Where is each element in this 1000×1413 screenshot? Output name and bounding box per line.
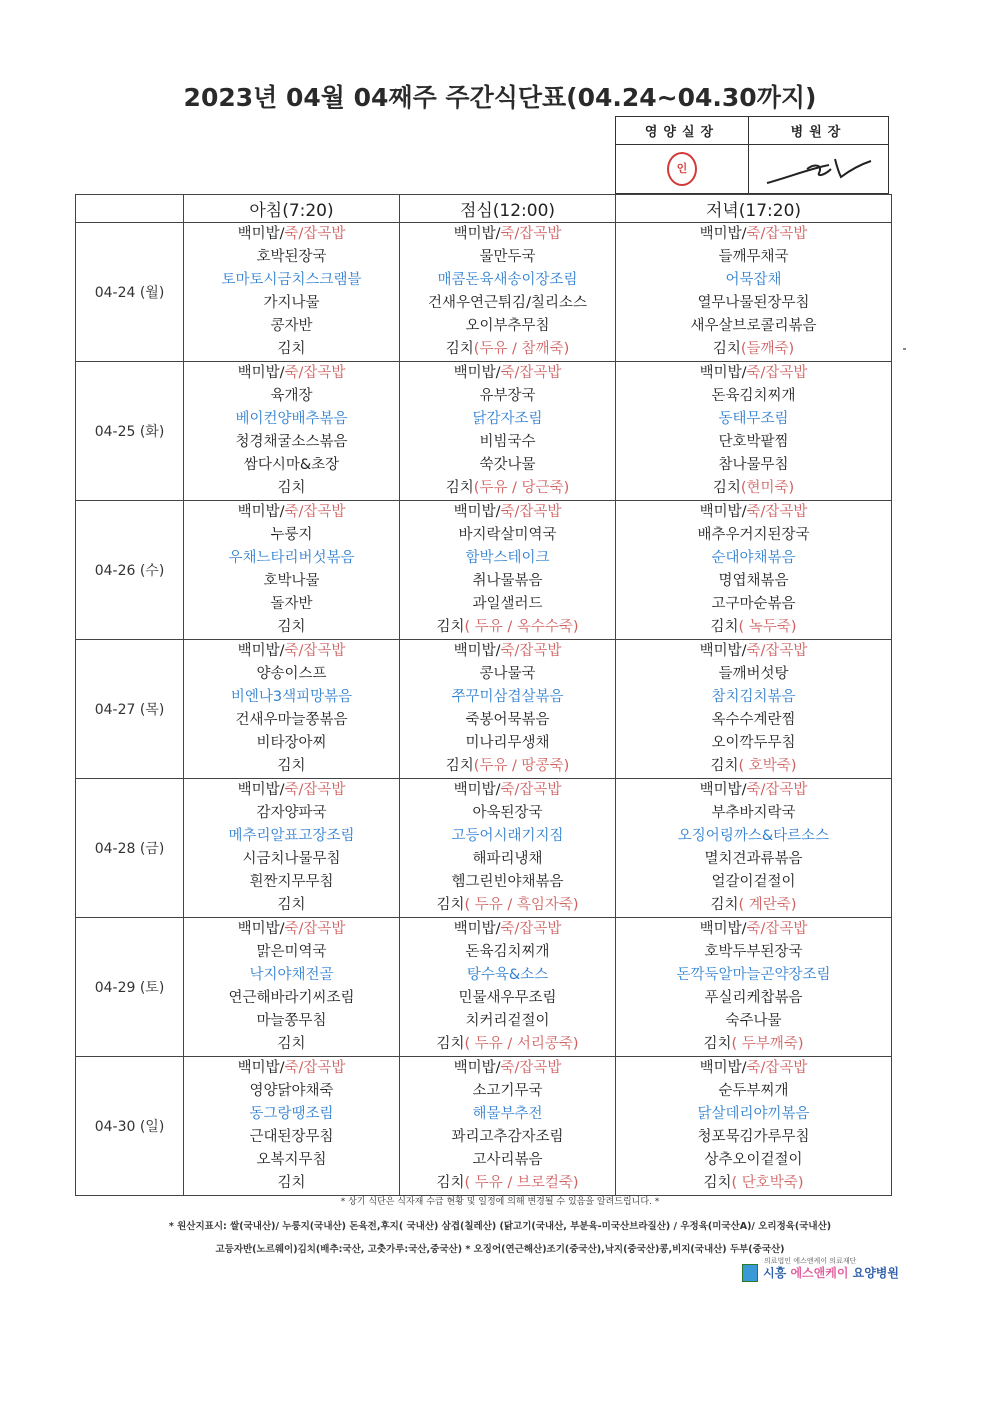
kimchi: 김치 [703,1036,732,1052]
rice-alt: 죽/잡곡밥 [500,782,562,798]
main-dish: 닭살데리야끼볶음 [697,1106,810,1122]
kimchi-line [616,755,891,778]
soup-item: 맑은미역국 [256,944,327,960]
day-row [76,223,892,362]
kimchi: 김치 [436,619,465,635]
nutrition-chief-stamp [616,145,749,194]
dinner-cell [616,779,892,918]
kimchi-line [400,338,615,361]
kimchi-line [616,1172,891,1195]
rice-base: 백미밥/ [237,921,285,937]
rice-alt: 죽/잡곡밥 [284,365,346,381]
side-dish: 고사리볶음 [472,1152,543,1168]
rice-alt: 죽/잡곡밥 [500,504,562,520]
side-dish: 죽봉어묵볶음 [465,712,550,728]
rice-base: 백미밥/ [699,1060,747,1076]
day-date: 04-24 (월) [76,223,184,362]
soup-item: 순두부찌개 [718,1083,789,1099]
day-row [76,779,892,918]
side-dish: 청포묵김가루무침 [697,1129,810,1145]
side-dish: 건새우연근튀김/칠리소스 [428,295,587,311]
main-dish: 어묵잡채 [725,272,782,288]
dinner-cell [616,1057,892,1196]
side-dish: 새우살브로콜리볶음 [690,318,817,334]
main-dish: 닭감자조림 [472,411,543,427]
dinner-cell [616,223,892,362]
kimchi-line [400,1033,615,1056]
rice-alt: 죽/잡곡밥 [284,504,346,520]
kimchi: 김치 [277,897,306,913]
rice-line [184,362,399,385]
rice-alt: 죽/잡곡밥 [284,643,346,659]
porridge-extra: ( 두부깨죽) [731,1036,804,1052]
soup-item: 돈육김치찌개 [465,944,550,960]
kimchi-line [184,616,399,639]
kimchi-line [184,755,399,778]
dinner-cell [616,501,892,640]
side-dish: 콩자반 [270,318,313,334]
side-dish: 꽈리고추감자조림 [451,1129,564,1145]
kimchi: 김치 [277,480,306,496]
kimchi: 김치 [277,1036,306,1052]
breakfast-cell [184,1057,400,1196]
day-date: 04-28 (금) [76,779,184,918]
kimchi-line [184,894,399,917]
dinner-cell [616,918,892,1057]
rice-line [400,223,615,246]
side-dish: 오복지무침 [256,1152,327,1168]
lunch-cell [400,501,616,640]
side-dish: 건새우마늘쫑볶음 [235,712,348,728]
main-dish: 순대야채볶음 [711,550,796,566]
kimchi-line [616,477,891,500]
kimchi: 김치 [703,1175,732,1191]
day-date: 04-29 (토) [76,918,184,1057]
day-row [76,501,892,640]
side-dish: 돌자반 [270,596,313,612]
hospital-logo [742,1257,899,1282]
rice-line [400,779,615,802]
rice-alt: 죽/잡곡밥 [746,782,808,798]
porridge-extra: ( 단호박죽) [731,1175,804,1191]
kimchi-line [184,477,399,500]
breakfast-cell [184,918,400,1057]
main-dish: 메추리알표고장조림 [228,828,355,844]
rice-alt: 죽/잡곡밥 [746,226,808,242]
rice-base: 백미밥/ [699,365,747,381]
side-dish: 명엽채볶음 [718,573,789,589]
soup-item: 감자양파국 [256,805,327,821]
rice-line [400,640,615,663]
side-dish: 취나물볶음 [472,573,543,589]
porridge-extra: ( 두유 / 흑임자죽) [464,897,579,913]
side-dish: 푸실리케찹볶음 [704,990,803,1006]
side-dish: 과일샐러드 [472,596,543,612]
rice-line [616,640,891,663]
rice-line [400,362,615,385]
soup-item: 배추우거지된장국 [697,527,810,543]
day-row [76,918,892,1057]
kimchi: 김치 [445,341,474,357]
main-dish: 토마토시금치스크램블 [221,272,362,288]
rice-base: 백미밥/ [699,504,747,520]
rice-alt: 죽/잡곡밥 [500,1060,562,1076]
porridge-extra: ( 두유 / 옥수수죽) [464,619,579,635]
day-date: 04-26 (수) [76,501,184,640]
soup-item: 양송이스프 [256,666,327,682]
main-dish: 비엔나3색피망볶음 [230,689,353,705]
side-dish: 오이깍두무침 [711,735,796,751]
main-dish: 함박스테이크 [465,550,550,566]
rice-alt: 죽/잡곡밥 [284,226,346,242]
rice-alt: 죽/잡곡밥 [284,782,346,798]
rice-line [616,223,891,246]
rice-alt: 죽/잡곡밥 [746,643,808,659]
side-dish: 참나물무침 [718,457,789,473]
rice-base: 백미밥/ [699,782,747,798]
logo-mark-icon [742,1264,758,1282]
side-dish: 얼갈이겉절이 [711,874,796,890]
side-dish: 상추오이겉절이 [704,1152,803,1168]
rice-alt: 죽/잡곡밥 [500,921,562,937]
kimchi-line [400,755,615,778]
rice-alt: 죽/잡곡밥 [284,921,346,937]
kimchi-line [616,616,891,639]
kimchi-line [400,1172,615,1195]
rice-line [616,501,891,524]
soup-item: 돈육김치찌개 [711,388,796,404]
main-dish: 참치김치볶음 [711,689,796,705]
side-dish: 민물새우무조림 [458,990,557,1006]
porridge-extra: (들깨죽) [740,341,795,357]
side-dish: 가지나물 [263,295,320,311]
kimchi: 김치 [277,758,306,774]
main-dish: 탕수육&소스 [466,967,549,983]
rice-base: 백미밥/ [237,643,285,659]
origin-notice-1: * 원산지표시: 쌀(국내산)/ 누룽지(국내산) 돈육전,후지( 국내산) 삼겹(칠레산) (닭고기(국내산, 부분육-미국산브라질산) / 우정육(미국산A)/ 오리정육(국내산) [168,1221,832,1232]
rice-base: 백미밥/ [453,365,501,381]
rice-base: 백미밥/ [453,226,501,242]
kimchi-line [616,338,891,361]
kimchi: 김치 [445,480,474,496]
dinner-cell [616,640,892,779]
weekly-menu-table [75,194,892,1196]
rice-line [616,362,891,385]
rice-base: 백미밥/ [453,643,501,659]
kimchi-line [400,616,615,639]
rice-alt: 죽/잡곡밥 [746,504,808,520]
logo-name-prefix: 시흥 [763,1266,791,1280]
dinner-cell [616,362,892,501]
rice-line [400,1057,615,1080]
side-dish: 마늘쫑무침 [256,1013,327,1029]
main-dish: 매콤돈육새송이장조림 [437,272,578,288]
kimchi: 김치 [436,1036,465,1052]
soup-item: 육개장 [270,388,313,404]
breakfast-cell [184,779,400,918]
breakfast-cell [184,501,400,640]
rice-line [616,779,891,802]
main-dish: 베이컨양배추볶음 [235,411,348,427]
kimchi-line [616,894,891,917]
side-dish: 헴그린빈야채볶음 [451,874,564,890]
porridge-extra: (현미죽) [740,480,795,496]
side-dish: 호박나물 [263,573,320,589]
main-dish: 돈깍둑알마늘곤약장조림 [676,967,831,983]
side-dish: 미나리무생채 [465,735,550,751]
main-dish: 해물부추전 [472,1106,543,1122]
hospital-director-signature [749,145,889,194]
side-dish: 연근해바라기씨조림 [228,990,355,1006]
logo-name-suffix: 요양병원 [848,1266,899,1280]
scan-mark [903,348,906,350]
breakfast-cell [184,640,400,779]
hospital-director-label: 병원장 [749,117,889,145]
soup-item: 호박된장국 [256,249,327,265]
lunch-cell [400,1057,616,1196]
rice-base: 백미밥/ [453,504,501,520]
rice-line [184,223,399,246]
main-dish: 고등어시래기지짐 [451,828,564,844]
soup-item: 들깨버섯탕 [718,666,789,682]
day-row [76,640,892,779]
soup-item: 유부장국 [479,388,536,404]
kimchi-line [184,1033,399,1056]
rice-base: 백미밥/ [453,1060,501,1076]
day-date: 04-30 (일) [76,1057,184,1196]
soup-item: 바지락살미역국 [458,527,557,543]
rice-base: 백미밥/ [453,782,501,798]
kimchi: 김치 [277,619,306,635]
rice-line [616,1057,891,1080]
lunch-cell [400,779,616,918]
nutrition-chief-label: 영양실장 [616,117,749,145]
side-dish: 흰짠지무무침 [249,874,334,890]
rice-base: 백미밥/ [699,643,747,659]
main-dish: 오징어링까스&타르소스 [677,828,830,844]
rice-alt: 죽/잡곡밥 [284,1060,346,1076]
seal-icon: 인 [667,152,697,186]
rice-alt: 죽/잡곡밥 [746,365,808,381]
header-dinner: 저녁(17:20) [616,195,892,223]
soup-item: 소고기무국 [472,1083,543,1099]
lunch-cell [400,640,616,779]
main-dish: 쭈꾸미삼겹살볶음 [451,689,564,705]
kimchi-line [400,894,615,917]
rice-base: 백미밥/ [699,921,747,937]
kimchi-line [616,1033,891,1056]
rice-line [184,501,399,524]
kimchi: 김치 [710,897,739,913]
logo-name-accent: 에스앤케이 [790,1266,849,1280]
rice-line [400,501,615,524]
breakfast-cell [184,223,400,362]
rice-alt: 죽/잡곡밥 [500,226,562,242]
porridge-extra: ( 계란죽) [738,897,797,913]
kimchi: 김치 [445,758,474,774]
soup-item: 아욱된장국 [472,805,543,821]
change-notice: * 상기 식단은 식자재 수급 현황 및 일정에 의해 변경될 수 있음을 알려드립니다. * [340,1197,660,1207]
soup-item: 부추바지락국 [711,805,796,821]
kimchi-line [400,477,615,500]
side-dish: 해파리냉채 [472,851,543,867]
approval-box [615,116,889,194]
rice-base: 백미밥/ [237,782,285,798]
main-dish: 동그랑땡조림 [249,1106,334,1122]
main-dish: 우채느타리버섯볶음 [228,550,355,566]
rice-base: 백미밥/ [237,1060,285,1076]
side-dish: 비빔국수 [479,434,536,450]
side-dish: 시금치나물무침 [242,851,341,867]
side-dish: 고구마순볶음 [711,596,796,612]
rice-alt: 죽/잡곡밥 [500,643,562,659]
lunch-cell [400,918,616,1057]
rice-base: 백미밥/ [453,921,501,937]
side-dish: 열무나물된장무침 [697,295,810,311]
side-dish: 쑥갓나물 [479,457,536,473]
main-dish: 낙지야채전골 [249,967,334,983]
rice-alt: 죽/잡곡밥 [746,921,808,937]
rice-line [184,779,399,802]
day-date: 04-25 (화) [76,362,184,501]
side-dish: 쌈다시마&초장 [243,457,340,473]
lunch-cell [400,362,616,501]
breakfast-cell [184,362,400,501]
kimchi: 김치 [277,341,306,357]
logo-name [763,1266,899,1280]
porridge-extra: (두유 / 당근죽) [473,480,570,496]
rice-line [184,918,399,941]
page-title: 2023년 04월 04째주 주간식단표(04.24~04.30까지) [183,83,817,112]
rice-line [184,1057,399,1080]
porridge-extra: (두유 / 참깨죽) [473,341,570,357]
soup-item: 누룽지 [270,527,313,543]
side-dish: 치커리겉절이 [465,1013,550,1029]
soup-item: 물만두국 [479,249,536,265]
soup-item: 호박두부된장국 [704,944,803,960]
rice-alt: 죽/잡곡밥 [500,365,562,381]
signature-icon [759,149,879,189]
side-dish: 청경채굴소스볶음 [235,434,348,450]
soup-item: 들깨무채국 [718,249,789,265]
day-row [76,1057,892,1196]
kimchi: 김치 [436,1175,465,1191]
lunch-cell [400,223,616,362]
kimchi: 김치 [710,619,739,635]
side-dish: 멸치견과류볶음 [704,851,803,867]
side-dish: 오이부추무침 [465,318,550,334]
kimchi: 김치 [277,1175,306,1191]
rice-base: 백미밥/ [237,504,285,520]
header-breakfast: 아침(7:20) [184,195,400,223]
kimchi-line [184,1172,399,1195]
side-dish: 숙주나물 [725,1013,782,1029]
porridge-extra: (두유 / 땅콩죽) [473,758,570,774]
kimchi: 김치 [436,897,465,913]
rice-base: 백미밥/ [237,365,285,381]
kimchi-line [184,338,399,361]
rice-base: 백미밥/ [699,226,747,242]
rice-line [184,640,399,663]
header-date [76,195,184,223]
day-row [76,362,892,501]
menu-header-row [76,195,892,223]
kimchi: 김치 [712,341,741,357]
kimchi: 김치 [710,758,739,774]
side-dish: 옥수수계란찜 [711,712,796,728]
main-dish: 동태무조림 [718,411,789,427]
porridge-extra: ( 두유 / 서리콩죽) [464,1036,579,1052]
side-dish: 비타장아찌 [256,735,327,751]
day-date: 04-27 (목) [76,640,184,779]
side-dish: 단호박팥찜 [718,434,789,450]
rice-line [616,918,891,941]
porridge-extra: ( 두유 / 브로컬죽) [464,1175,579,1191]
soup-item: 콩나물국 [479,666,536,682]
logo-subtitle: 의료법인 에스앤케이 의료재단 [764,1257,857,1265]
soup-item: 영양닭야채죽 [249,1083,334,1099]
side-dish: 근대된장무침 [249,1129,334,1145]
porridge-extra: ( 녹두죽) [738,619,797,635]
rice-alt: 죽/잡곡밥 [746,1060,808,1076]
rice-base: 백미밥/ [237,226,285,242]
rice-line [400,918,615,941]
header-lunch: 점심(12:00) [400,195,616,223]
kimchi: 김치 [712,480,741,496]
origin-notice-2: 고등자반(노르웨이)김치(배추:국산, 고춧가루:국산,중국산) * 오징어(연근해산)조기(중국산),낙지(중국산)콩,비지(국내산) 두부(중국산) [215,1244,785,1255]
porridge-extra: ( 호박죽) [738,758,797,774]
